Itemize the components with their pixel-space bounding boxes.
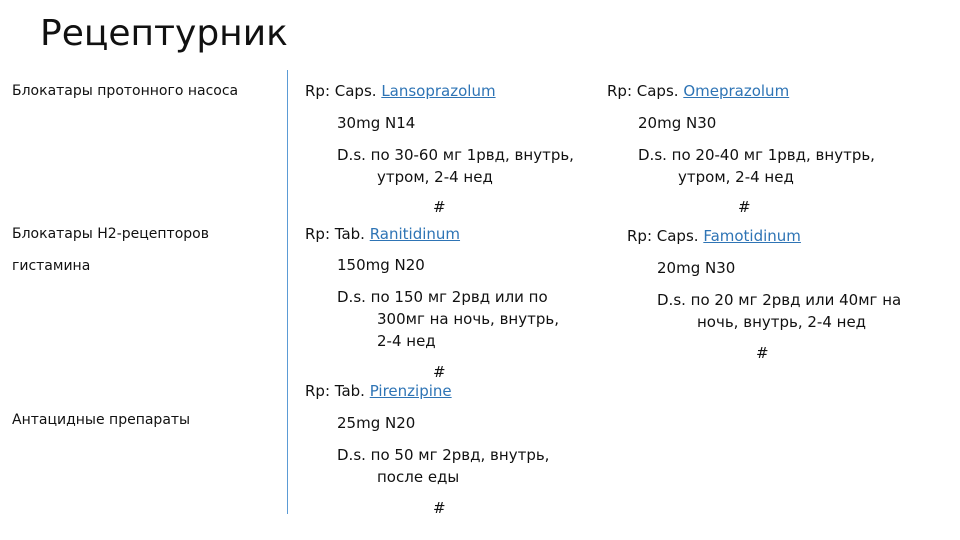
ds-line: 2-4 нед [377,332,436,350]
recipe-lansoprazolum-rp [305,80,496,102]
recipe-pirenzipine-dose: 25mg N20 [337,414,416,432]
recipe-famotidinum-ds [657,289,901,333]
recipe-pirenzipine-rp [305,380,452,402]
page-title: Рецептурник [40,13,288,54]
recipe-omeprazolum-dose: 20mg N30 [638,114,717,132]
recipe-omeprazolum-rp [607,80,789,102]
ds-line: утром, 2-4 нед [678,168,794,186]
recipe-ranitidinum-dose: 150mg N20 [337,256,425,274]
recipe-separator: # [433,198,446,216]
ds-line: ночь, внутрь, 2-4 нед [697,313,867,331]
rp-prefix: Rp: Tab. [305,225,370,243]
recipe-famotidinum-rp [627,225,801,247]
drug-link-ranitidinum[interactable]: Ranitidinum [369,225,461,243]
ds-line: 300мг на ночь, внутрь, [377,310,559,328]
drug-link-famotidinum[interactable]: Famotidinum [703,227,801,245]
recipe-separator: # [756,344,769,362]
category-h2-line2: гистамина [12,258,91,274]
recipe-pirenzipine-ds [337,444,549,488]
recipe-lansoprazolum-ds [337,144,574,188]
recipe-separator: # [738,198,751,216]
ds-line: D.s. по 20 мг 2рвд или 40мг на [657,291,902,309]
ds-line: утром, 2-4 нед [377,168,493,186]
recipe-omeprazolum-ds [638,144,875,188]
ds-line: после еды [377,468,460,486]
drug-link-omeprazolum[interactable]: Omeprazolum [683,82,790,100]
drug-link-lansoprazolum[interactable]: Lansoprazolum [381,82,496,100]
category-h2-line1: Блокатары Н2-рецепторов [12,226,209,242]
recipe-famotidinum-dose: 20mg N30 [657,259,736,277]
recipe-ranitidinum-ds [337,286,559,352]
category-antacids: Антацидные препараты [12,412,191,428]
recipe-separator: # [433,363,446,381]
recipe-separator: # [433,499,446,517]
ds-line: D.s. по 20-40 мг 1рвд, внутрь, [638,146,875,164]
rp-prefix: Rp: Caps. [607,82,684,100]
ds-line: D.s. по 50 мг 2рвд, внутрь, [337,446,550,464]
ds-line: D.s. по 150 мг 2рвд или по [337,288,548,306]
column-divider [287,70,288,514]
rp-prefix: Rp: Tab. [305,382,370,400]
rp-prefix: Rp: Caps. [305,82,382,100]
ds-line: D.s. по 30-60 мг 1рвд, внутрь, [337,146,574,164]
recipe-ranitidinum-rp [305,223,460,245]
recipe-lansoprazolum-dose: 30mg N14 [337,114,416,132]
drug-link-pirenzipine[interactable]: Pirenzipine [369,382,452,400]
category-ppi: Блокатары протонного насоса [12,83,239,99]
rp-prefix: Rp: Caps. [627,227,704,245]
